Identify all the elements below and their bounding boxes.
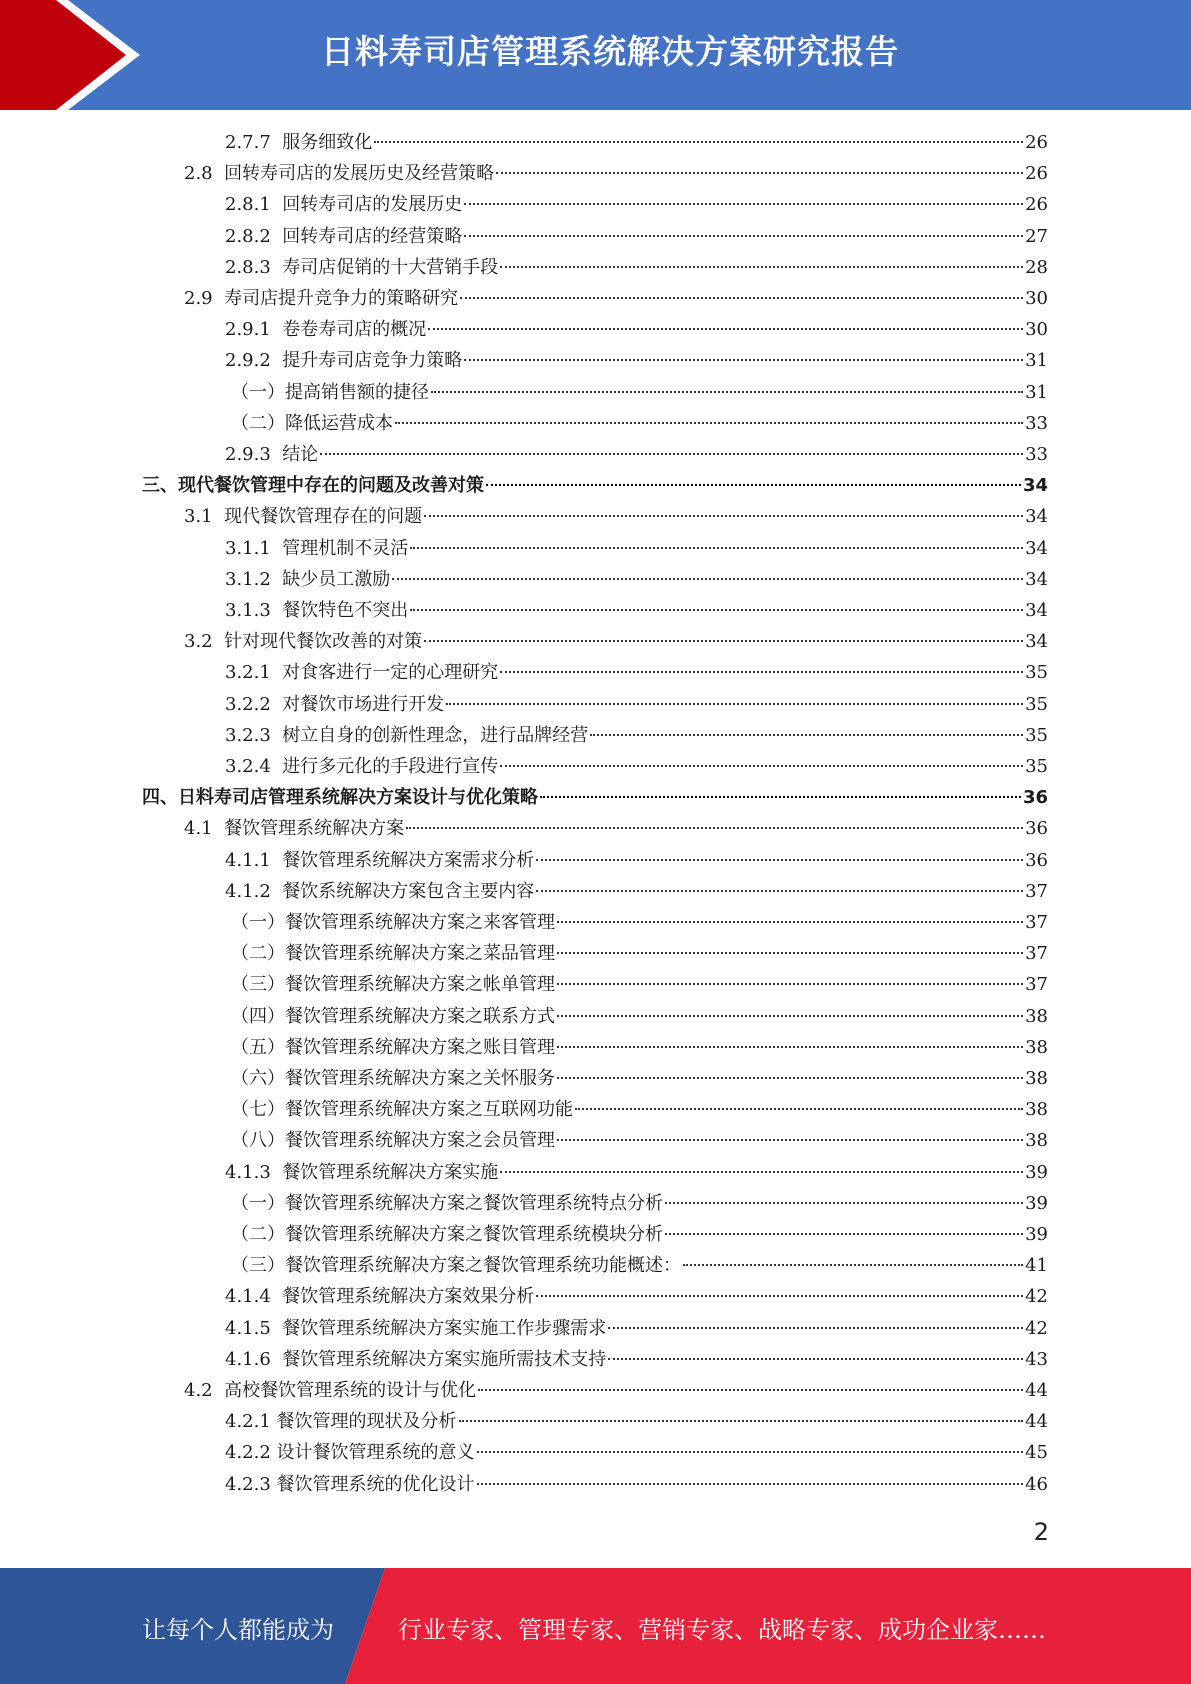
toc-entry-title: （七）餐饮管理系统解决方案之互联网功能 <box>231 1099 573 1121</box>
toc-entry-title: 高校餐饮管理系统的设计与优化 <box>224 1380 477 1401</box>
toc-entry[interactable] <box>225 1344 1048 1375</box>
toc-entry[interactable] <box>231 1001 1048 1032</box>
toc-entry[interactable] <box>231 1125 1048 1156</box>
toc-entry-page: 37 <box>1025 912 1048 933</box>
toc-entry-title: （三）餐饮管理系统解决方案之帐单管理 <box>231 974 555 996</box>
toc-entry-page: 38 <box>1025 1130 1048 1152</box>
toc-entry-page: 34 <box>1025 631 1048 653</box>
toc-entry-number: 2.8 <box>184 163 225 185</box>
toc-entry-number: 4.1 <box>184 818 225 840</box>
toc-entry-title: 四、日料寿司店管理系统解决方案设计与优化策略 <box>142 787 538 809</box>
toc-dot-leader <box>608 1327 1023 1329</box>
toc-dot-leader <box>320 453 1023 455</box>
toc-dot-leader <box>557 952 1023 954</box>
toc-entry-page: 36 <box>1025 818 1048 840</box>
toc-dot-leader <box>536 1295 1023 1297</box>
toc-entry[interactable] <box>184 158 1048 189</box>
toc-entry[interactable] <box>225 1469 1048 1500</box>
toc-entry[interactable] <box>225 595 1048 626</box>
toc-entry-title: 回转寿司店的发展历史及经营策略 <box>224 163 495 185</box>
toc-entry-title: 管理机制不灵活 <box>282 537 409 559</box>
toc-dot-leader <box>608 1358 1023 1360</box>
toc-dot-leader <box>557 983 1023 985</box>
toc-dot-leader <box>446 703 1023 705</box>
toc-entry-page: 28 <box>1025 256 1048 278</box>
toc-entry[interactable] <box>231 1219 1048 1250</box>
toc-entry-title: （五）餐饮管理系统解决方案之账目管理 <box>231 1036 555 1058</box>
toc-entry-page: 35 <box>1025 662 1048 684</box>
toc-entry[interactable] <box>225 221 1048 252</box>
toc-entry[interactable] <box>225 876 1048 907</box>
toc-entry-page: 39 <box>1025 1224 1048 1245</box>
toc-entry-page: 33 <box>1025 412 1048 434</box>
toc-entry-title: 进行多元化的手段进行宣传 <box>282 756 499 777</box>
toc-dot-leader <box>464 203 1023 205</box>
toc-entry-number: 2.8.2 <box>225 225 283 247</box>
toc-entry-page: 44 <box>1025 1380 1048 1401</box>
toc-entry-page: 26 <box>1025 194 1048 216</box>
toc-entry[interactable] <box>231 1250 1048 1281</box>
toc-entry-page: 31 <box>1025 350 1048 372</box>
toc-entry[interactable] <box>225 845 1048 876</box>
toc-entry-page: 34 <box>1022 475 1048 497</box>
toc-dot-leader <box>540 796 1021 798</box>
toc-entry-title: 餐饮管理系统解决方案实施 <box>282 1161 499 1183</box>
toc-dot-leader <box>424 515 1023 517</box>
toc-entry-page: 38 <box>1025 1099 1048 1121</box>
toc-entry-page: 34 <box>1025 568 1048 590</box>
toc-entry[interactable] <box>184 626 1048 657</box>
toc-dot-leader <box>500 671 1023 673</box>
toc-entry[interactable] <box>225 314 1048 345</box>
footer-band <box>0 1568 1191 1684</box>
toc-entry-page: 37 <box>1025 974 1048 996</box>
toc-dot-leader <box>395 422 1023 424</box>
toc-dot-leader <box>464 359 1023 361</box>
toc-entry-title: 对餐饮市场进行开发 <box>282 693 445 715</box>
toc-entry-title: （三）餐饮管理系统解决方案之餐饮管理系统功能概述： <box>231 1255 681 1277</box>
toc-entry-page: 26 <box>1025 163 1048 185</box>
toc-entry[interactable] <box>225 657 1048 688</box>
toc-dot-leader <box>500 1171 1023 1173</box>
toc-entry[interactable] <box>231 938 1048 969</box>
toc-entry-number: 3.2.2 <box>225 693 283 715</box>
toc-entry-number: 2.9.2 <box>225 350 283 372</box>
toc-entry[interactable] <box>225 751 1048 782</box>
toc-dot-leader <box>575 1108 1023 1110</box>
toc-entry-number: 3.1.3 <box>225 600 283 621</box>
toc-entry-title: 回转寿司店的经营策略 <box>282 225 463 247</box>
toc-entry-title: （二）餐饮管理系统解决方案之菜品管理 <box>231 943 555 965</box>
toc-entry-title: 餐饮管理系统解决方案效果分析 <box>282 1286 535 1308</box>
toc-entry-number: 4.1.2 <box>225 880 283 902</box>
toc-entry-number: 4.2.2 <box>225 1442 277 1464</box>
toc-entry-page: 43 <box>1025 1348 1048 1370</box>
toc-dot-leader <box>557 1015 1023 1017</box>
toc-entry[interactable] <box>225 1406 1048 1437</box>
toc-entry-page: 34 <box>1025 600 1048 621</box>
toc-entry-title: 餐饮管理系统的优化设计 <box>276 1473 475 1495</box>
toc-entry[interactable] <box>225 720 1048 751</box>
toc-entry-number: 4.1.3 <box>225 1161 283 1183</box>
toc-entry-number: 3.2 <box>184 631 225 653</box>
toc-entry-number: 4.2 <box>184 1380 225 1401</box>
toc-dot-leader <box>477 1451 1024 1453</box>
toc-dot-leader <box>683 1264 1023 1266</box>
toc-entry-page: 37 <box>1025 943 1048 965</box>
toc-entry-page: 42 <box>1025 1286 1048 1308</box>
toc-entry[interactable] <box>225 689 1048 720</box>
toc-dot-leader <box>665 1233 1023 1235</box>
toc-entry[interactable] <box>184 283 1048 314</box>
toc-entry[interactable] <box>184 501 1048 532</box>
toc-entry-page: 39 <box>1025 1192 1048 1214</box>
toc-entry-page: 31 <box>1025 381 1048 403</box>
toc-entry-page: 33 <box>1025 444 1048 465</box>
toc-entry-title: 针对现代餐饮改善的对策 <box>224 631 423 653</box>
toc-entry-page: 30 <box>1025 319 1048 341</box>
toc-entry[interactable] <box>225 564 1048 595</box>
toc-dot-leader <box>431 391 1023 393</box>
toc-entry-page: 46 <box>1025 1473 1048 1495</box>
toc-entry-title: 餐饮管理的现状及分析 <box>276 1411 457 1433</box>
toc-entry-title: 回转寿司店的发展历史 <box>282 194 463 216</box>
toc-entry-page: 34 <box>1025 506 1048 528</box>
toc-entry[interactable] <box>225 345 1048 376</box>
toc-dot-leader <box>477 1483 1024 1485</box>
toc-entry-page: 26 <box>1025 132 1048 153</box>
toc-entry-title: 寿司店促销的十大营销手段 <box>282 256 499 278</box>
toc-entry[interactable] <box>225 1313 1048 1344</box>
toc-entry-title: 餐饮特色不突出 <box>282 600 409 621</box>
toc-entry-title: 对食客进行一定的心理研究 <box>282 662 499 684</box>
toc-entry-title: 餐饮管理系统解决方案实施所需技术支持 <box>282 1348 607 1370</box>
toc-entry-page: 35 <box>1025 724 1048 746</box>
toc-dot-leader <box>536 859 1023 861</box>
toc-dot-leader <box>665 1202 1023 1204</box>
toc-entry-number: 2.8.1 <box>225 194 283 216</box>
toc-dot-leader <box>500 266 1023 268</box>
toc-entry[interactable] <box>231 1032 1048 1063</box>
toc-entry[interactable] <box>231 1188 1048 1219</box>
toc-entry-title: （一）提高销售额的捷径 <box>231 381 429 403</box>
toc-entry[interactable] <box>231 377 1048 408</box>
toc-entry-page: 42 <box>1025 1317 1048 1339</box>
toc-entry-title: （六）餐饮管理系统解决方案之关怀服务 <box>231 1068 555 1089</box>
toc-dot-leader <box>478 1389 1023 1391</box>
toc-entry[interactable] <box>184 813 1048 844</box>
page-number: 2 <box>1033 1518 1049 1546</box>
toc-entry[interactable] <box>225 189 1048 220</box>
toc-dot-leader <box>459 1420 1024 1422</box>
toc-dot-leader <box>460 297 1023 299</box>
toc-entry-page: 30 <box>1025 288 1048 309</box>
chevron-arrow-icon <box>0 0 160 110</box>
toc-entry-page: 39 <box>1025 1161 1048 1183</box>
toc-entry[interactable] <box>231 1094 1048 1125</box>
toc-entry-number: 2.9.1 <box>225 319 283 341</box>
toc-entry-page: 34 <box>1025 537 1048 559</box>
toc-entry[interactable] <box>231 408 1048 439</box>
toc-entry-number: 4.1.4 <box>225 1286 283 1308</box>
toc-entry-title: 树立自身的创新性理念，进行品牌经营 <box>282 724 589 746</box>
toc-entry-number: 2.9 <box>184 288 225 309</box>
toc-entry[interactable] <box>225 439 1048 470</box>
toc-entry-number: 4.2.1 <box>225 1411 277 1433</box>
toc-dot-leader <box>428 328 1023 330</box>
toc-entry-number: 2.7.7 <box>225 132 283 153</box>
toc-entry[interactable] <box>225 252 1048 283</box>
toc-dot-leader <box>410 547 1023 549</box>
toc-entry-page: 45 <box>1025 1442 1048 1464</box>
toc-entry-page: 36 <box>1022 787 1048 809</box>
toc-entry[interactable] <box>231 969 1048 1000</box>
toc-entry[interactable] <box>231 1063 1048 1094</box>
toc-entry-number: 4.1.5 <box>225 1317 283 1339</box>
toc-dot-leader <box>500 765 1023 767</box>
toc-entry[interactable] <box>225 1437 1048 1468</box>
toc-dot-leader <box>392 578 1023 580</box>
toc-entry-page: 35 <box>1025 756 1048 777</box>
toc-entry-title: （二）餐饮管理系统解决方案之餐饮管理系统模块分析 <box>231 1224 663 1245</box>
toc-entry-title: 结论 <box>282 444 319 465</box>
toc-entry-page: 38 <box>1025 1068 1048 1089</box>
toc-dot-leader <box>557 921 1023 923</box>
toc-entry-title: （四）餐饮管理系统解决方案之联系方式 <box>231 1005 555 1027</box>
toc-entry[interactable] <box>184 1375 1048 1406</box>
toc-entry-title: 缺少员工激励 <box>282 568 391 590</box>
toc-entry[interactable] <box>225 127 1048 158</box>
toc-entry-number: 3.1.1 <box>225 537 283 559</box>
toc-entry-page: 38 <box>1025 1005 1048 1027</box>
toc-entry-page: 37 <box>1025 880 1048 902</box>
toc-entry-title: 现代餐饮管理存在的问题 <box>224 506 423 528</box>
toc-entry-number: 3.1 <box>184 506 225 528</box>
toc-entry-title: 餐饮管理系统解决方案 <box>224 818 405 840</box>
toc-entry[interactable] <box>225 533 1048 564</box>
toc-entry-page: 44 <box>1025 1411 1048 1433</box>
toc-entry-title: （八）餐饮管理系统解决方案之会员管理 <box>231 1130 555 1152</box>
toc-dot-leader <box>410 609 1023 611</box>
toc-dot-leader <box>557 1046 1023 1048</box>
footer-slogan-right: 行业专家、管理专家、营销专家、战略专家、成功企业家…… <box>398 1616 1046 1644</box>
toc-entry-title: 餐饮管理系统解决方案实施工作步骤需求 <box>282 1317 607 1339</box>
footer-slogan-left: 让每个人都能成为 <box>142 1616 334 1644</box>
toc-entry-title: 设计餐饮管理系统的意义 <box>276 1442 475 1464</box>
toc-entry-page: 41 <box>1025 1255 1048 1277</box>
toc-entry[interactable] <box>225 1157 1048 1188</box>
toc-entry-page: 35 <box>1025 693 1048 715</box>
toc-entry-number: 4.1.6 <box>225 1348 283 1370</box>
toc-entry-title: 三、现代餐饮管理中存在的问题及改善对策 <box>142 475 484 497</box>
toc-dot-leader <box>464 235 1023 237</box>
toc-entry[interactable] <box>142 470 1048 501</box>
toc-dot-leader <box>486 484 1021 486</box>
toc-entry-number: 3.1.2 <box>225 568 283 590</box>
toc-entry[interactable] <box>142 782 1048 813</box>
toc-entry-page: 38 <box>1025 1036 1048 1058</box>
toc-entry-number: 2.8.3 <box>225 256 283 278</box>
toc-entry-number: 3.2.1 <box>225 662 283 684</box>
toc-entry-number: 3.2.3 <box>225 724 283 746</box>
toc-dot-leader <box>590 734 1023 736</box>
toc-dot-leader <box>374 141 1023 143</box>
toc-dot-leader <box>424 640 1023 642</box>
report-title: 日料寿司店管理系统解决方案研究报告 <box>321 32 899 71</box>
toc-entry-title: 餐饮管理系统解决方案需求分析 <box>282 849 535 871</box>
toc-dot-leader <box>496 172 1023 174</box>
toc-entry-number: 2.9.3 <box>225 444 283 465</box>
toc-entry-title: （一）餐饮管理系统解决方案之餐饮管理系统特点分析 <box>231 1192 663 1214</box>
toc-entry-title: 餐饮系统解决方案包含主要内容 <box>282 880 535 902</box>
toc-entry-number: 3.2.4 <box>225 756 283 777</box>
toc-entry-number: 4.1.1 <box>225 849 283 871</box>
toc-entry-title: 提升寿司店竞争力策略 <box>282 350 463 372</box>
toc-dot-leader <box>536 890 1023 892</box>
toc-entry-page: 36 <box>1025 849 1048 871</box>
toc-entry-title: 寿司店提升竞争力的策略研究 <box>224 288 459 309</box>
toc-entry-title: 卷卷寿司店的概况 <box>282 319 427 341</box>
toc-dot-leader <box>406 827 1023 829</box>
toc-entry[interactable] <box>231 907 1048 938</box>
toc-entry-page: 27 <box>1025 225 1048 247</box>
toc-entry-title: 服务细致化 <box>282 132 373 153</box>
toc-entry-title: （二）降低运营成本 <box>231 412 393 434</box>
toc-entry[interactable] <box>225 1281 1048 1312</box>
toc-dot-leader <box>557 1077 1023 1079</box>
toc-entry-title: （一）餐饮管理系统解决方案之来客管理 <box>231 912 555 933</box>
header-band <box>0 0 1191 110</box>
toc-dot-leader <box>557 1139 1023 1141</box>
toc-entry-number: 4.2.3 <box>225 1473 277 1495</box>
